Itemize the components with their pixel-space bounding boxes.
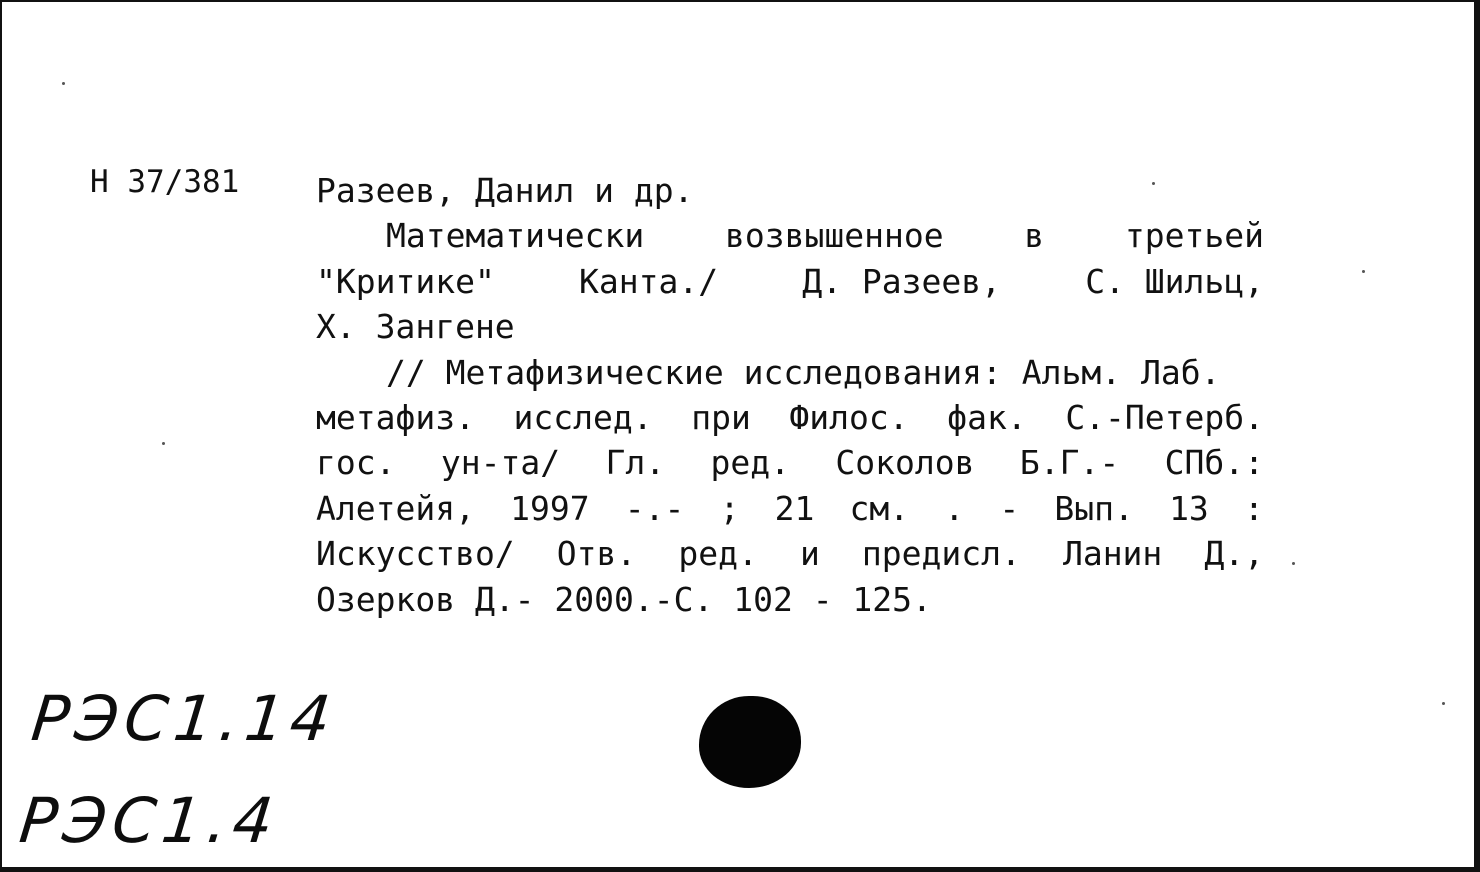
source-word: Д., bbox=[1204, 534, 1264, 574]
source-line bbox=[316, 350, 1264, 395]
source-word: фак. bbox=[947, 397, 1027, 437]
handwritten-code: РЭС1.4 bbox=[16, 784, 283, 857]
source-word: Искусство/ bbox=[316, 534, 515, 574]
source-word: ред. bbox=[710, 443, 791, 483]
handwritten-code: РЭС1.14 bbox=[28, 682, 340, 755]
title-line bbox=[316, 304, 1264, 349]
title-word: третьей bbox=[1124, 216, 1264, 256]
source-line bbox=[316, 531, 1264, 576]
source-word: см. bbox=[849, 488, 910, 528]
scan-speck bbox=[1292, 562, 1295, 565]
scan-speck bbox=[1362, 270, 1365, 273]
source-line bbox=[316, 440, 1264, 485]
scan-speck bbox=[162, 442, 165, 445]
source-word: при bbox=[691, 397, 751, 437]
source-word: Отв. bbox=[556, 534, 637, 574]
source-word: 1997 bbox=[510, 488, 590, 528]
title-word: Канта./ bbox=[579, 261, 719, 301]
source-word: 21 bbox=[774, 488, 815, 528]
scan-speck bbox=[1152, 182, 1155, 185]
source-word: исслед. bbox=[513, 397, 653, 437]
source-text: // Метафизические исследования: Альм. Лаб. bbox=[386, 352, 1221, 392]
punch-hole bbox=[699, 696, 801, 788]
title-word: возвышенное bbox=[725, 216, 944, 256]
title-word: "Критике" bbox=[316, 261, 495, 301]
source-word: - bbox=[999, 488, 1020, 528]
source-word: Б.Г.- bbox=[1019, 443, 1120, 483]
title-word: Математически bbox=[386, 216, 645, 256]
title-word: Д. Разеев, bbox=[802, 261, 1001, 301]
source-word: ; bbox=[719, 488, 740, 528]
source-word: Вып. bbox=[1054, 488, 1134, 528]
title-word: С. Шильц, bbox=[1085, 261, 1264, 301]
source-word: ред. bbox=[678, 534, 758, 574]
source-word: предисл. bbox=[861, 534, 1021, 574]
source-word: . bbox=[944, 488, 965, 528]
scan-speck bbox=[1442, 702, 1445, 705]
source-word: и bbox=[799, 534, 820, 574]
source-word: Соколов bbox=[835, 443, 975, 483]
source-word: -.- bbox=[624, 488, 685, 528]
shelfmark: H 37/381 bbox=[90, 164, 240, 200]
source-word: Алетейя, bbox=[316, 488, 475, 528]
source-word: 13 bbox=[1169, 488, 1209, 528]
source-word: ун-та/ bbox=[440, 443, 561, 483]
source-word: гос. bbox=[316, 443, 396, 483]
title-line bbox=[316, 213, 1264, 258]
source-word: Ланин bbox=[1062, 534, 1163, 574]
author-line: Разеев, Данил и др. bbox=[316, 171, 694, 210]
source-word: : bbox=[1243, 488, 1264, 528]
source-line bbox=[316, 395, 1264, 440]
title-line bbox=[316, 259, 1264, 304]
source-word: метафиз. bbox=[316, 397, 475, 437]
scan-speck bbox=[62, 82, 65, 85]
source-line bbox=[316, 577, 1264, 622]
source-word: Филос. bbox=[789, 397, 909, 437]
source-text: Озерков Д.- 2000.-С. 102 - 125. bbox=[316, 579, 932, 619]
source-word: Гл. bbox=[605, 443, 666, 483]
bibliographic-entry bbox=[316, 168, 1264, 622]
title-word: Х. Зангене bbox=[316, 307, 515, 347]
source-line bbox=[316, 486, 1264, 531]
title-word: в bbox=[1024, 216, 1045, 256]
source-word: СПб.: bbox=[1164, 443, 1264, 483]
source-word: С.-Петерб. bbox=[1065, 397, 1264, 437]
